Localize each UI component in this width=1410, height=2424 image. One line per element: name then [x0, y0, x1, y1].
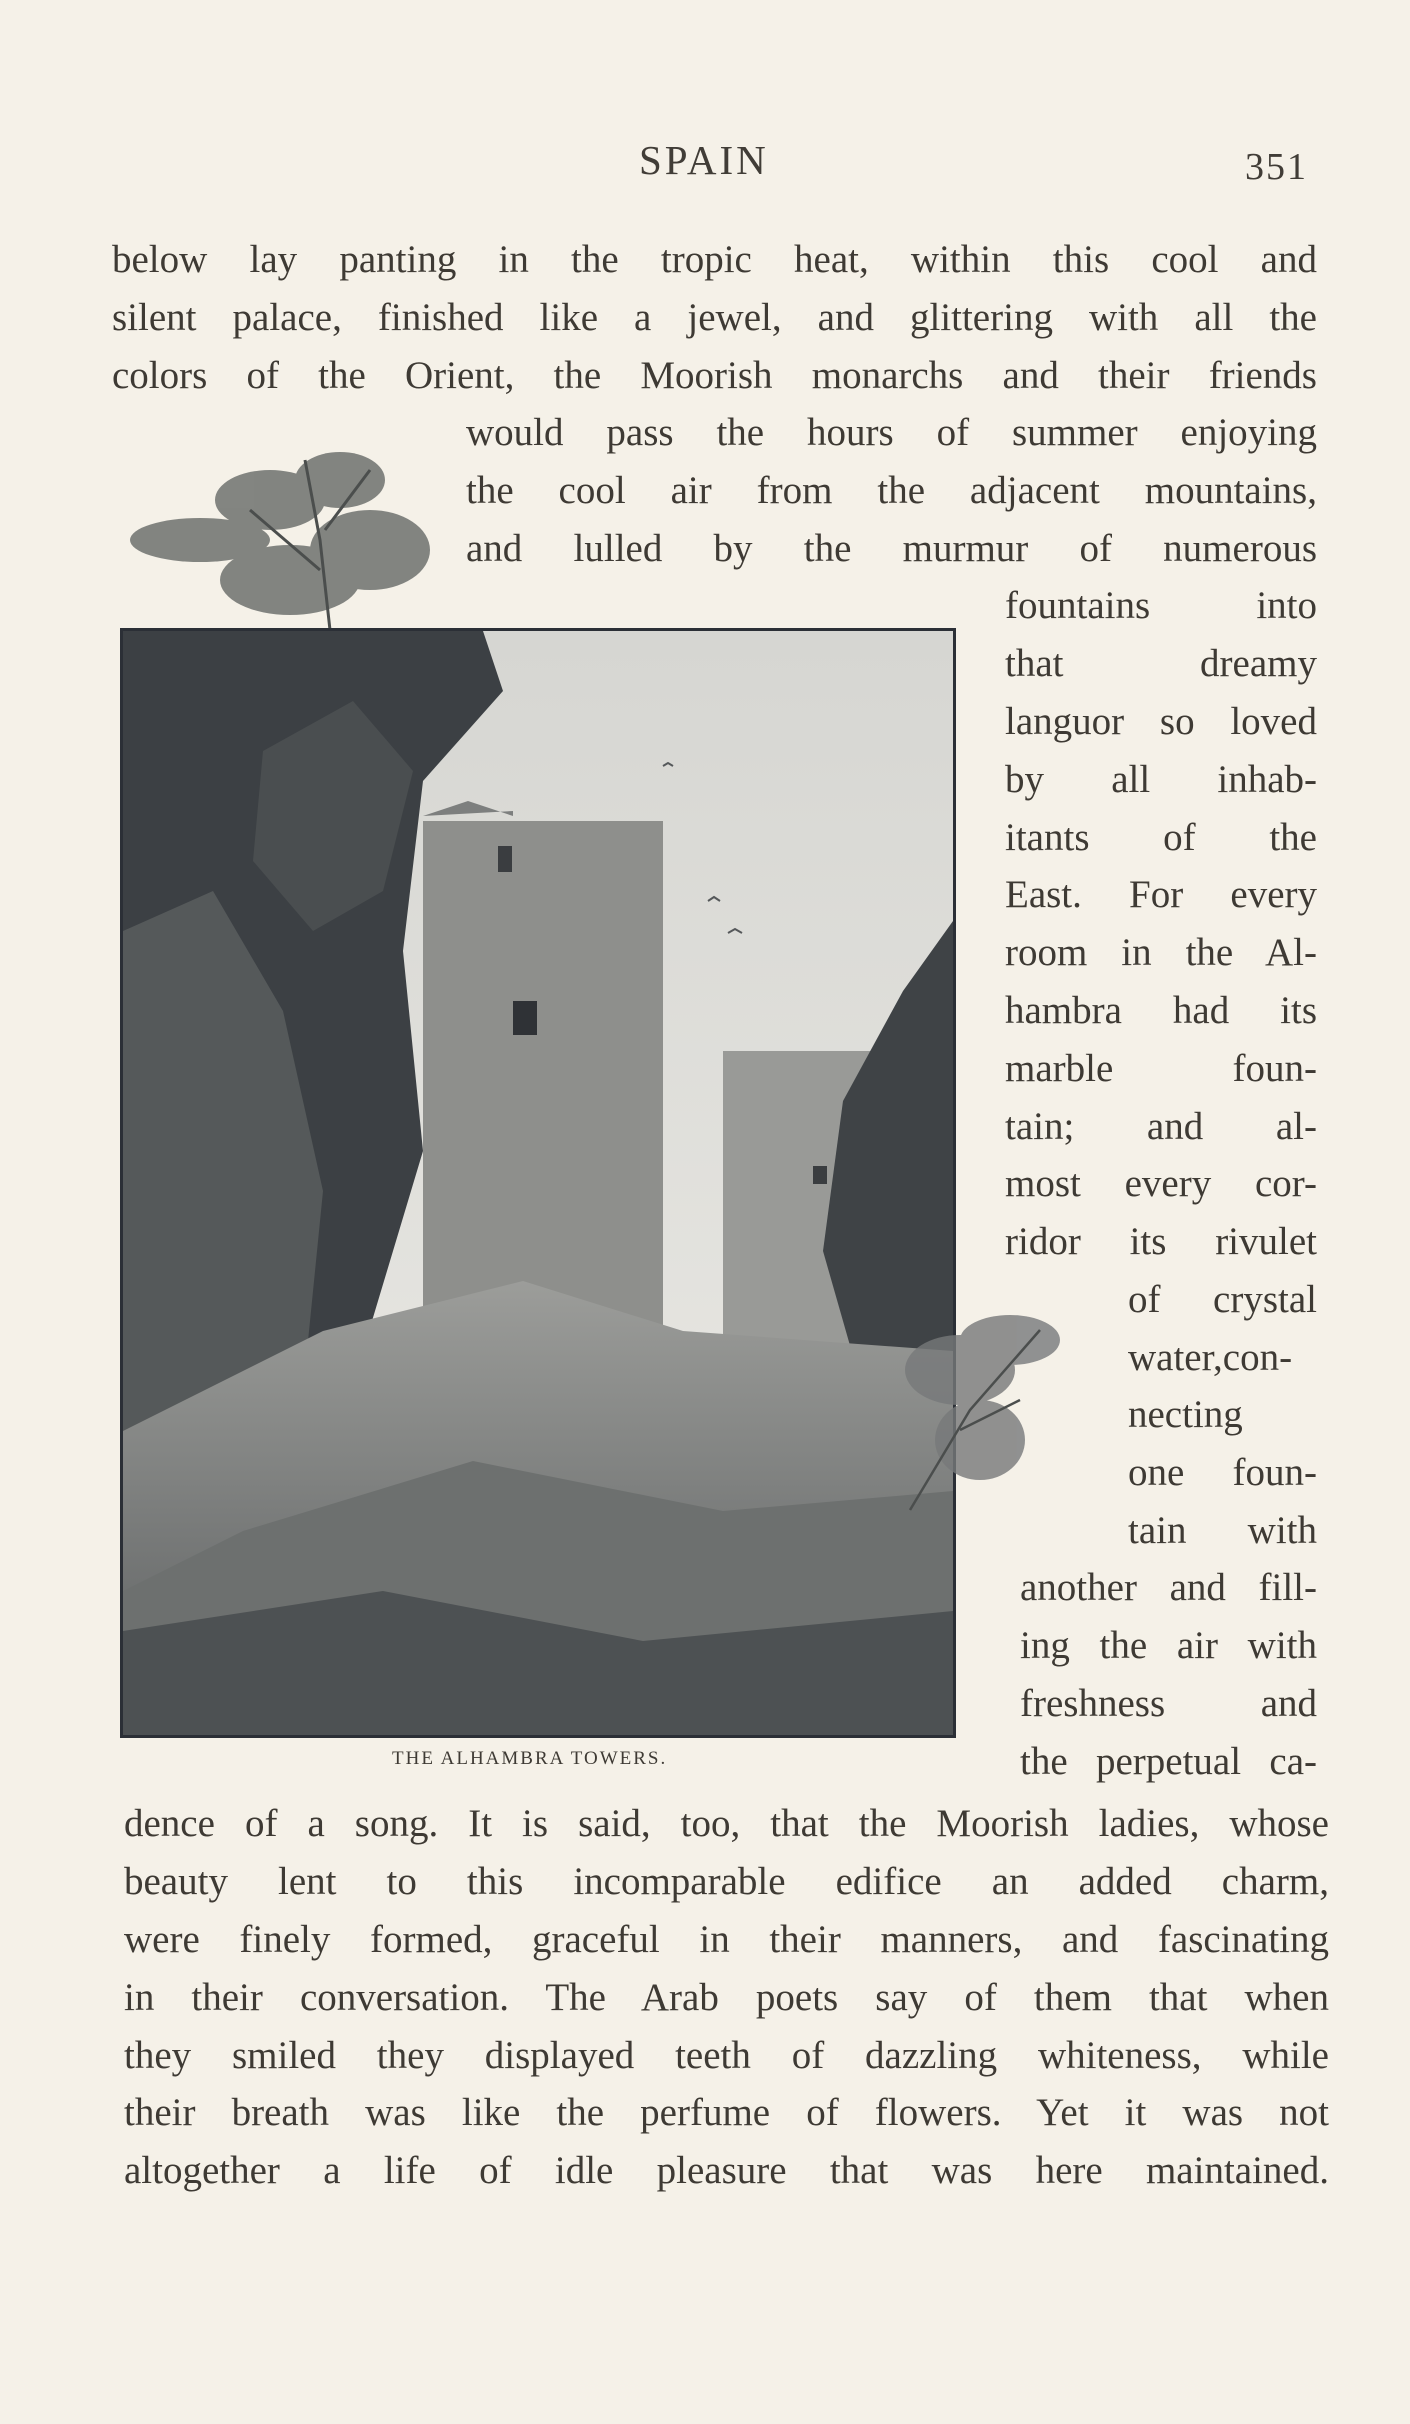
- body-text-line: the perpetual ca-: [1020, 1740, 1317, 1783]
- body-text-line: would pass the hours of summer enjoying: [466, 411, 1317, 454]
- body-text-line: were finely formed, graceful in their manners, and fascinating: [124, 1918, 1329, 1961]
- body-text-line: below lay panting in the tropic heat, within this cool and: [112, 238, 1317, 281]
- body-text-line: silent palace, finished like a jewel, and glittering with all the: [112, 296, 1317, 339]
- alhambra-towers-photo: [120, 628, 956, 1738]
- body-text-line: by all inhab-: [1005, 758, 1317, 801]
- body-text-line: colors of the Orient, the Moorish monarchs and their friends: [112, 354, 1317, 397]
- body-text-line: that dreamy: [1005, 642, 1317, 685]
- body-text-line: fountains into: [1005, 584, 1317, 627]
- body-text-line: hambra had its: [1005, 989, 1317, 1032]
- body-text-line: room in the Al-: [1005, 931, 1317, 974]
- body-text-line: languor so loved: [1005, 700, 1317, 743]
- body-text-line: beauty lent to this incomparable edifice an added charm,: [124, 1860, 1329, 1903]
- figure-caption: THE ALHAMBRA TOWERS.: [392, 1748, 668, 1769]
- running-title: SPAIN: [639, 137, 769, 183]
- body-text-line: tain; and al-: [1005, 1105, 1317, 1148]
- body-text-line: of crystal: [1128, 1278, 1317, 1321]
- body-text-line: their breath was like the perfume of flowers. Yet it was not: [124, 2091, 1329, 2134]
- body-text-line: dence of a song. It is said, too, that the Moorish ladies, whose: [124, 1802, 1329, 1845]
- body-text-line: another and fill-: [1020, 1566, 1317, 1609]
- body-text-line: the cool air from the adjacent mountains,: [466, 469, 1317, 512]
- foliage-overhang-right: [900, 1290, 1100, 1520]
- body-text-line: freshness and: [1020, 1682, 1317, 1725]
- body-text-line: and lulled by the murmur of numerous: [466, 527, 1317, 570]
- foliage-overhang: [120, 420, 450, 630]
- body-text-line: one foun-: [1128, 1451, 1317, 1494]
- body-text-line: East. For every: [1005, 873, 1317, 916]
- body-text-line: ing the air with: [1020, 1624, 1317, 1667]
- body-text-line: itants of the: [1005, 816, 1317, 859]
- body-text-line: marble foun-: [1005, 1047, 1317, 1090]
- body-text-line: they smiled they displayed teeth of dazzling whiteness, while: [124, 2034, 1329, 2077]
- body-text-line: in their conversation. The Arab poets say of them that when: [124, 1976, 1329, 2019]
- body-text-line: necting: [1128, 1393, 1243, 1436]
- body-text-line: most every cor-: [1005, 1162, 1317, 1205]
- body-text-line: ridor its rivulet: [1005, 1220, 1317, 1263]
- page-number: 351: [1245, 146, 1308, 188]
- body-text-line: altogether a life of idle pleasure that was here maintained.: [124, 2149, 1329, 2192]
- body-text-line: tain with: [1128, 1509, 1317, 1552]
- body-text-line: water,con-: [1128, 1336, 1293, 1379]
